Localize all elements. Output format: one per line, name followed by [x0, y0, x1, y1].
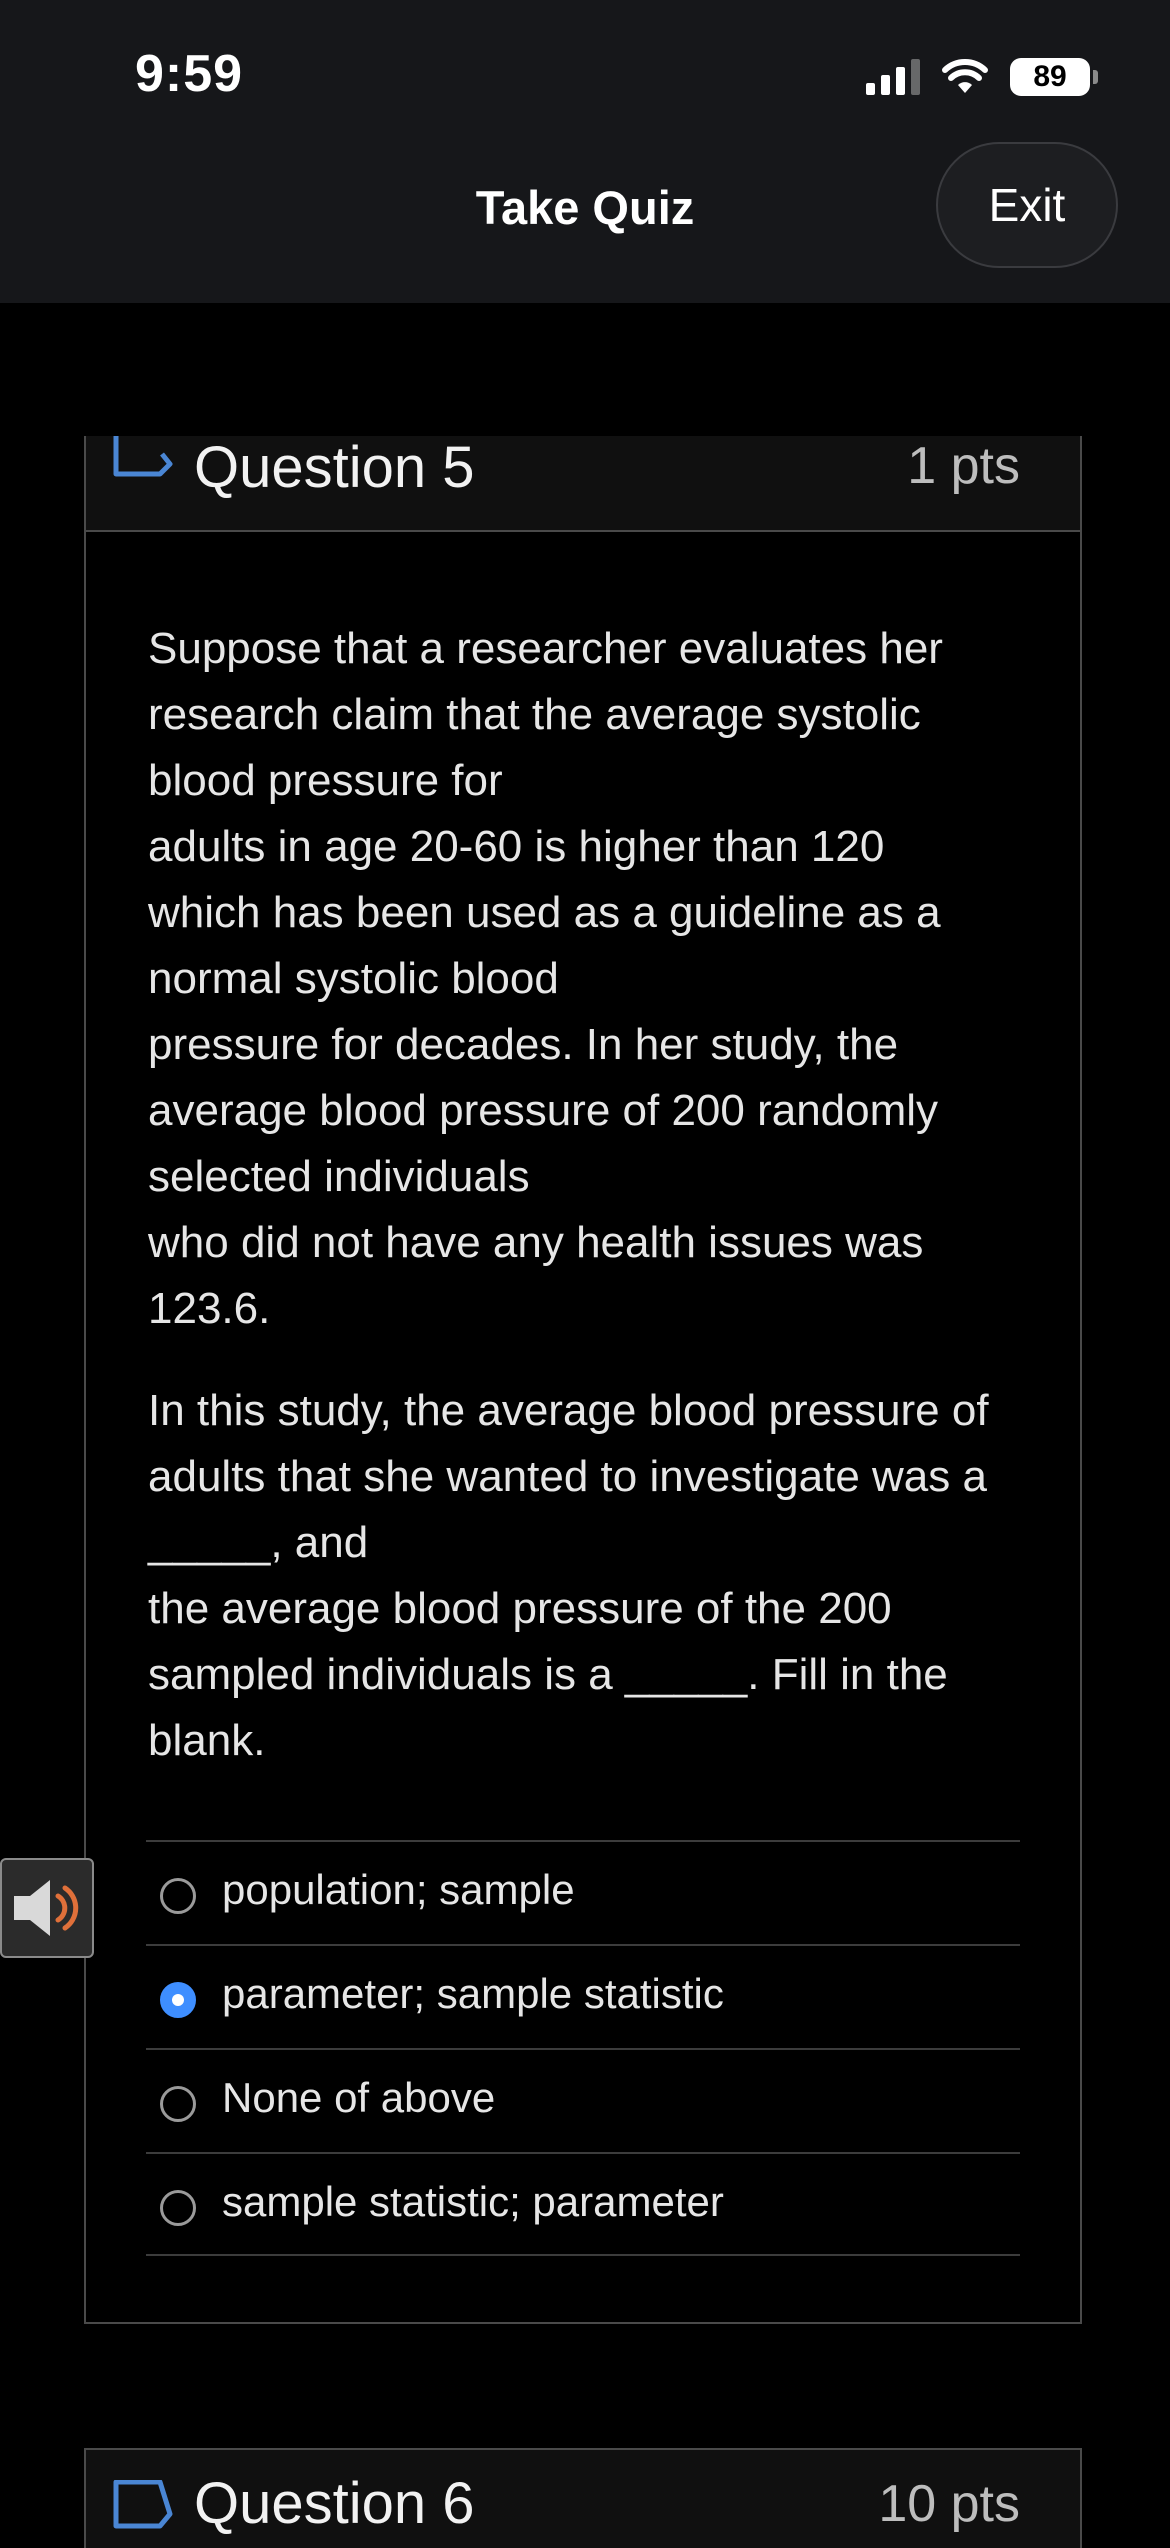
read-aloud-button[interactable] — [0, 1858, 94, 1958]
top-bar — [0, 0, 1170, 303]
answer-label: population; sample — [222, 1866, 575, 1913]
question-card — [84, 2448, 1082, 2548]
question-paragraph: In this study, the average blood pressure of adults that she wanted to investigate was a _____, and the average blood pressure of the 200 sampled individuals is a _____. Fill in the blank. — [148, 1386, 989, 1765]
page-title: Take Quiz — [475, 181, 695, 234]
speaker-icon — [2, 1860, 92, 1956]
answer-option[interactable] — [146, 1944, 1020, 2048]
question-title: Question 5 — [194, 435, 475, 500]
answer-label: None of above — [222, 2074, 496, 2121]
answer-option[interactable] — [146, 2048, 1020, 2152]
status-icons — [866, 58, 1090, 96]
status-time: 9:59 — [135, 45, 244, 103]
question-points: 1 pts — [907, 437, 1020, 495]
flag-outline-icon[interactable] — [110, 436, 176, 480]
question-header — [86, 436, 1080, 532]
radio-button-icon[interactable] — [160, 1982, 196, 2018]
question-paragraph: Suppose that a researcher evaluates her research claim that the average systolic blood pressure for adults in age 20-60 is higher than 120 which has been used as a guideline as a normal systolic blood pressure for decades. In her study, the average blood pressure of 200 randomly selected individuals who did not have any health issues was 123.6. — [148, 624, 943, 1333]
radio-button-icon[interactable] — [160, 2086, 196, 2122]
radio-button-icon[interactable] — [160, 1878, 196, 1914]
answer-label: sample statistic; parameter — [222, 2178, 724, 2225]
answer-label: parameter; sample statistic — [222, 1970, 724, 2017]
question-points: 10 pts — [878, 2475, 1020, 2533]
battery-icon: 89 — [1010, 58, 1090, 96]
question-text — [148, 616, 1028, 1810]
radio-button-icon[interactable] — [160, 2190, 196, 2226]
question-title: Question 6 — [194, 2471, 475, 2536]
exit-button[interactable]: Exit — [936, 142, 1118, 268]
cellular-signal-icon — [866, 59, 920, 95]
flag-outline-icon[interactable] — [110, 2480, 176, 2530]
answer-option[interactable] — [146, 2152, 1020, 2256]
answer-option[interactable] — [146, 1840, 1020, 1944]
wifi-icon — [942, 59, 988, 95]
